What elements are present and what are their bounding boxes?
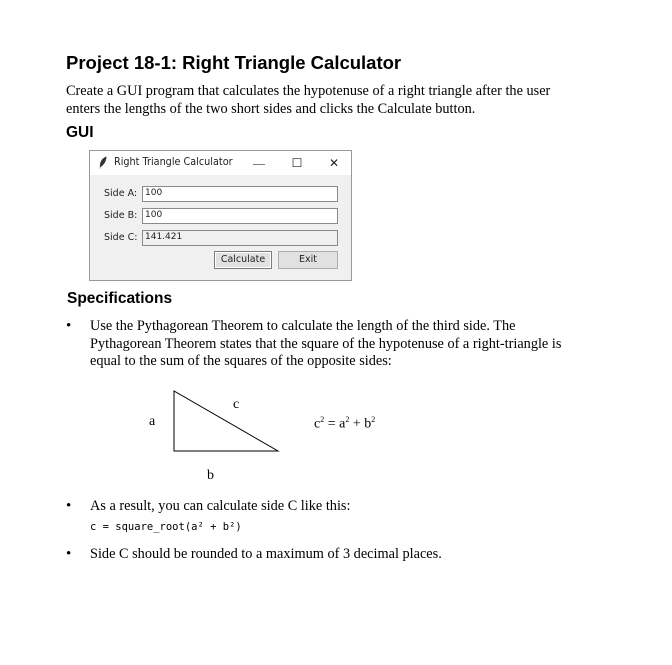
- window-titlebar[interactable]: [90, 151, 351, 175]
- calculate-button[interactable]: Calculate: [214, 251, 272, 269]
- page-title: Project 18-1: Right Triangle Calculator: [66, 52, 402, 73]
- spec-bullet-1: Use the Pythagorean Theorem to calculate the length of the third side. The Pythagorean Theorem states that the square of the hypotenuse of a right-triangle is equal to the sum of the squares of the opposite sides:: [90, 318, 562, 369]
- side-c-output[interactable]: 141.421: [142, 230, 338, 246]
- side-c-diagram-label: c: [233, 397, 240, 412]
- side-a-input[interactable]: 100: [142, 186, 338, 202]
- spec-bullet-3: Side C should be rounded to a maximum of 3 decimal places.: [90, 546, 442, 562]
- window-title: Right Triangle Calculator: [114, 156, 233, 168]
- maximize-button[interactable]: ☐: [291, 155, 303, 170]
- formula-equals: =: [324, 416, 340, 432]
- formula-plus: +: [349, 416, 365, 432]
- close-button[interactable]: ✕: [328, 155, 340, 170]
- right-triangle-diagram: [140, 386, 290, 466]
- formula-c: c: [314, 416, 321, 432]
- side-c-label: Side C:: [104, 232, 138, 243]
- specifications-heading: Specifications: [67, 290, 173, 307]
- code-line: c = square_root(a² + b²): [90, 521, 242, 533]
- bullet-icon: •: [66, 498, 72, 514]
- intro-paragraph: Create a GUI program that calculates the hypotenuse of a right triangle after the user enters the lengths of the two short sides and clicks the Calculate button.: [66, 83, 551, 117]
- formula-exp-b: 2: [371, 415, 376, 424]
- side-b-label: Side B:: [104, 210, 138, 221]
- exit-button[interactable]: Exit: [278, 251, 338, 269]
- bullet-icon: •: [66, 318, 72, 334]
- pythagorean-formula: [314, 415, 375, 433]
- formula-b: b: [364, 416, 372, 432]
- formula-exp-c: 2: [320, 415, 325, 424]
- spec-bullet-2: As a result, you can calculate side C like this:: [90, 498, 351, 514]
- side-b-diagram-label: b: [207, 468, 214, 483]
- bullet-icon: •: [66, 546, 72, 562]
- feather-icon: [98, 156, 108, 170]
- minimize-button[interactable]: —: [253, 155, 265, 170]
- formula-exp-a: 2: [345, 415, 350, 424]
- calculator-window: [89, 150, 352, 281]
- side-b-input[interactable]: 100: [142, 208, 338, 224]
- gui-heading: GUI: [66, 124, 94, 141]
- side-a-diagram-label: a: [149, 414, 156, 429]
- formula-a: a: [339, 416, 346, 432]
- side-a-label: Side A:: [104, 188, 138, 199]
